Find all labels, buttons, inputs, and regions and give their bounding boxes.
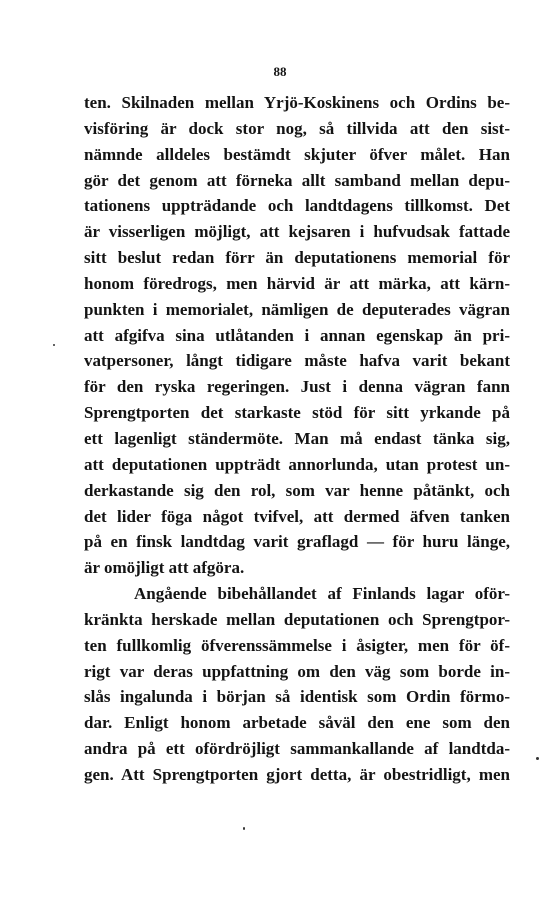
text-line: det lider föga något tvifvel, att dermed äfven tanken <box>84 506 510 526</box>
scan-speck <box>536 757 539 760</box>
body-text <box>84 90 510 788</box>
paragraph <box>84 90 510 581</box>
text-line: vatpersoner, långt tidigare måste hafva varit bekant <box>84 351 510 371</box>
text-line: att afgifva sina utlåtanden i annan egenskap än pri- <box>84 325 510 345</box>
page-number: 88 <box>273 64 287 79</box>
text-line: är visserligen möjligt, att kejsaren i hufvudsak fattade <box>84 222 510 242</box>
paragraph <box>84 581 510 788</box>
text-line: Sprengtporten det starkaste stöd för sitt yrkande på <box>84 403 510 423</box>
text-line: honom föredrogs, men härvid är att märka, att kärn- <box>84 273 510 293</box>
scan-speck <box>243 827 245 830</box>
scan-speck <box>53 344 55 346</box>
text-line: rigt var deras uppfattning om den väg som borde in- <box>84 661 510 681</box>
text-line: nämnde alldeles bestämdt skjuter öfver målet. Han <box>84 144 510 164</box>
text-line: derkastande sig den rol, som var henne påtänkt, och <box>84 480 510 500</box>
text-line: visföring är dock stor nog, så tillvida att den sist- <box>84 118 510 138</box>
text-line: för den ryska regeringen. Just i denna vägran fann <box>84 377 510 397</box>
text-line: på en finsk landtdag varit graflagd — för huru länge, <box>84 532 510 552</box>
text-line: dar. Enligt honom arbetade såväl den ene som den <box>84 713 510 733</box>
text-line: kränkta herskade mellan deputationen och Sprengtpor- <box>84 609 510 629</box>
text-line: tationens uppträdande och landtdagens tillkomst. Det <box>84 196 510 216</box>
text-line: slås ingalunda i början så identisk som Ordin förmo- <box>84 687 510 707</box>
text-line: Angående bibehållandet af Finlands lagar oför- <box>134 584 510 604</box>
text-line: gör det genom att förneka allt samband mellan depu- <box>84 170 510 190</box>
text-line: ten. Skilnaden mellan Yrjö-Koskinens och Ordins be- <box>84 93 510 112</box>
text-line: ten fullkomlig öfverenssämmelse i åsigter, men för öf- <box>84 635 510 655</box>
text-line: att deputationen uppträdt annorlunda, utan protest un- <box>84 454 510 474</box>
text-line: är omöjligt att afgöra. <box>84 558 245 578</box>
text-line: sitt beslut redan förr än deputationens memorial för <box>84 248 510 268</box>
text-line: punkten i memorialet, nämligen de deputerades vägran <box>84 299 510 319</box>
text-line: andra på ett ofördröjligt sammankallande af landtda- <box>84 739 510 759</box>
text-line: ett lagenligt ständermöte. Man må endast tänka sig, <box>84 428 510 448</box>
text-line: gen. Att Sprengtporten gjort detta, är obestridligt, men <box>84 764 510 784</box>
